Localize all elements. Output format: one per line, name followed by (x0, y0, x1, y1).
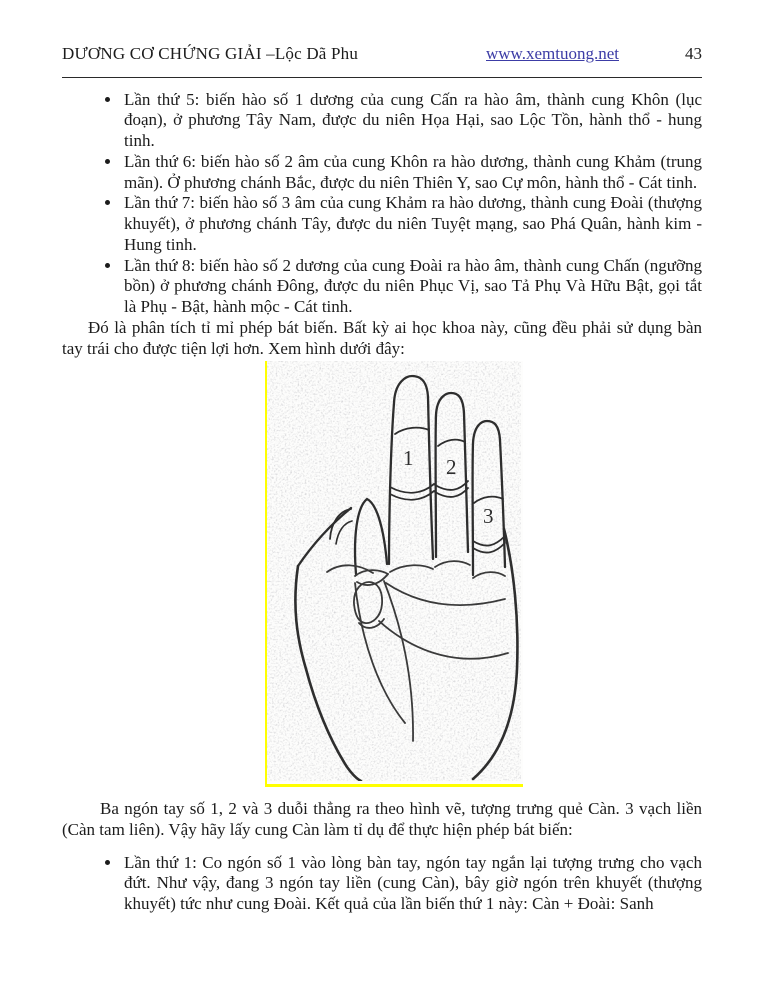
page-header (62, 44, 702, 78)
scan-noise-background (267, 361, 521, 781)
list-item-lan-thu-1: • Lần thứ 1: Co ngón số 1 vào lòng bàn tay, ngón tay ngắn lại tượng trưng cho vạch đứt. Như vậy, đang 3 ngón tay liền (cung Càn), bây giờ ngón trên khuyết (thượng khuyết) tức như cung Đoài. Kết quả của lần biến thứ 1 này: Càn + Đoài: Sanh (122, 853, 702, 915)
list-item-lan-thu-7: • Lần thứ 7: biến hào số 3 âm của cung Khảm ra hào dương, thành cung Đoài (thượng khuyết), ở phương chánh Tây, được du niên Tuyệt mạng, sao Phá Quân, hành kim - Hung tinh. (122, 193, 702, 255)
hand-diagram-figure (265, 361, 523, 787)
intro-paragraph: Đó là phân tích tỉ mỉ phép bát biến. Bất kỳ ai học khoa này, cũng đều phải sử dụng bàn tay trái cho được tiện lợi hơn. Xem hình dưới đây: (62, 317, 702, 358)
example-steps-list (62, 853, 702, 915)
finger-label-3: 3 (483, 504, 494, 529)
hand-diagram-image (267, 361, 521, 781)
list-item-lan-thu-6: • Lần thứ 6: biến hào số 2 âm của cung Khôn ra hào dương, thành cung Khảm (trung mãn). Ở phương chánh Bắc, được du niên Thiên Y, sao Cự môn, hành thổ - Cát tinh. (122, 152, 702, 193)
book-title: DƯƠNG CƠ CHỨNG GIẢI –Lộc Dã Phu (62, 44, 359, 63)
finger-label-2: 2 (446, 455, 457, 480)
can-example-paragraph: Ba ngón tay số 1, 2 và 3 duỗi thẳng ra theo hình vẽ, tượng trưng quẻ Càn. 3 vạch liền (Càn tam liên). Vậy hãy lấy cung Càn làm tỉ dụ để thực hiện phép bát biến: (62, 799, 702, 840)
page-number: 43 (685, 44, 702, 63)
site-link[interactable]: www.xemtuong.net (486, 44, 619, 63)
list-item-lan-thu-5: • Lần thứ 5: biến hào số 1 dương của cung Cấn ra hào âm, thành cung Khôn (lục đoạn), ở phương Tây Nam, được du niên Họa Hại, sao Lộc Tồn, hành thổ - hung tinh. (122, 90, 702, 152)
list-item-lan-thu-8: • Lần thứ 8: biến hào số 2 dương của cung Đoài ra hào âm, thành cung Chấn (ngưỡng bồn) ở phương chánh Đông, được du niên Phục Vị, sao Tả Phụ Và Hữu Bật, gọi tắt là Phụ - Bật, hành mộc - Cát tinh. (122, 256, 702, 318)
bat-bien-steps-list (62, 90, 702, 318)
finger-label-1: 1 (403, 446, 414, 471)
